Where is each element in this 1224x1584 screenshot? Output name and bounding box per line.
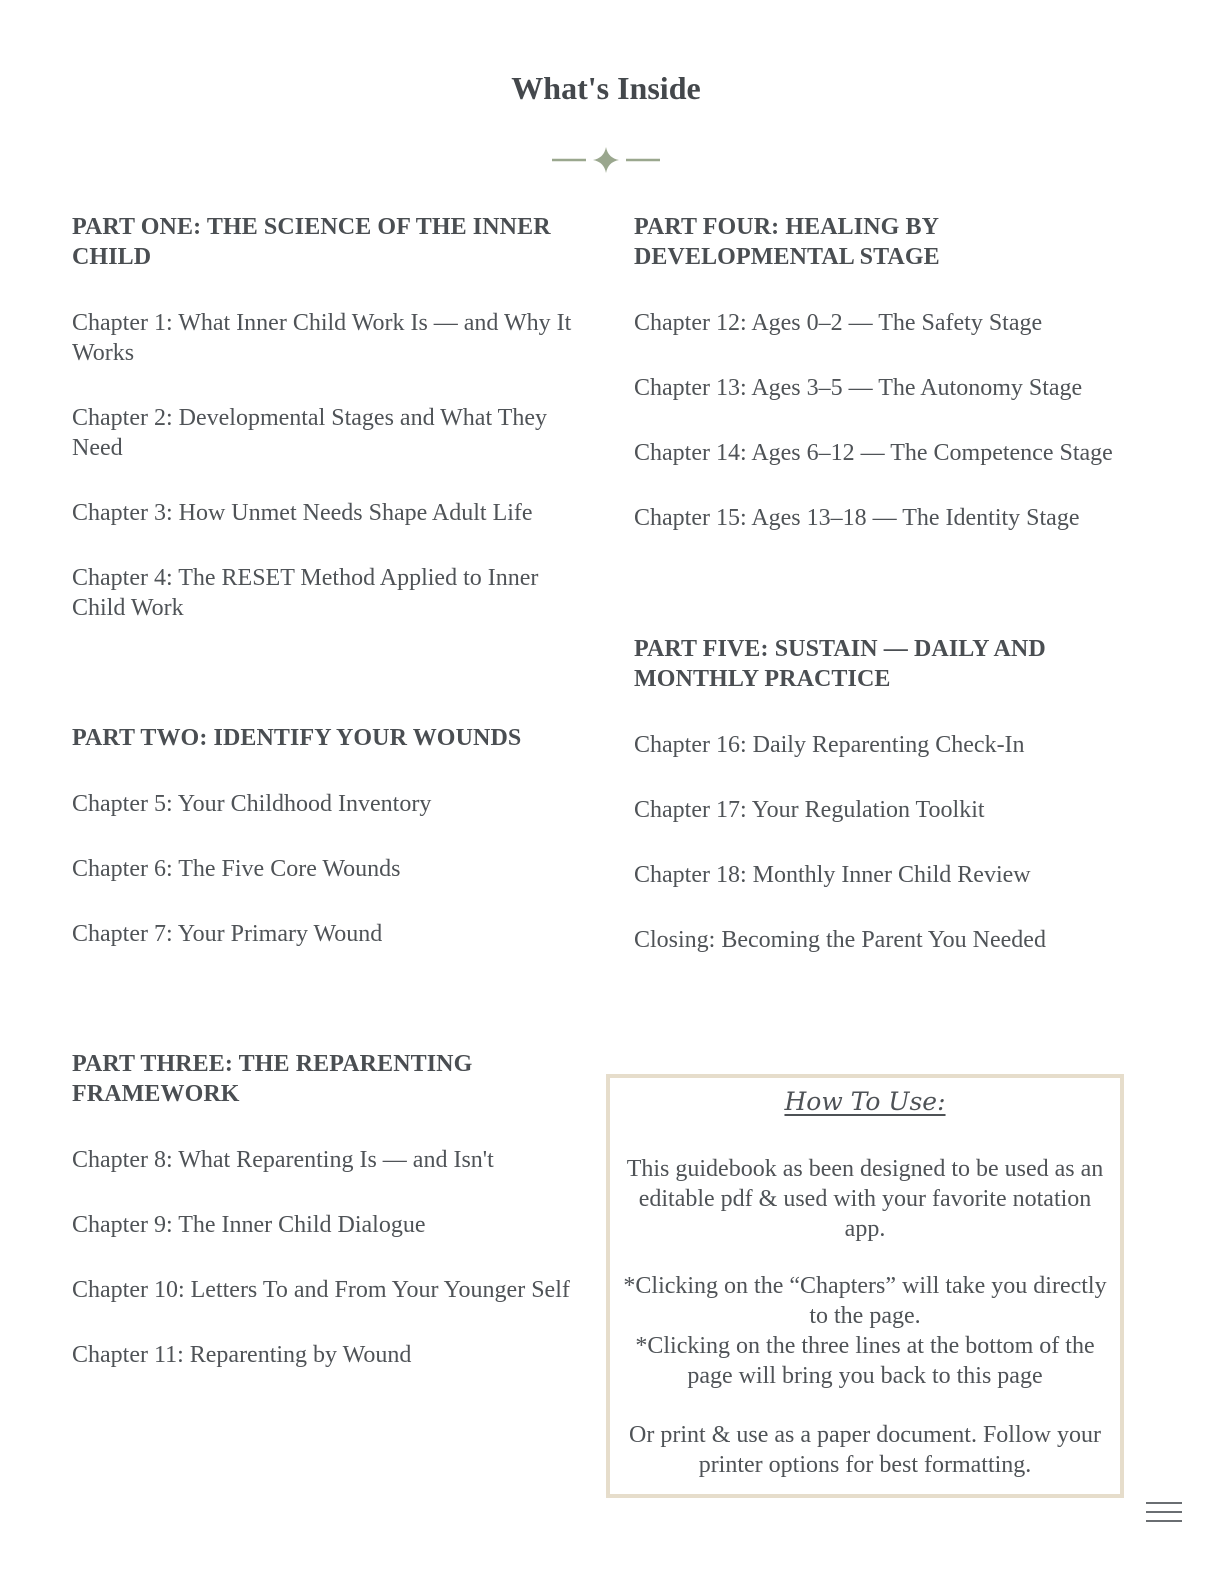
how-to-use-title: How To Use: — [784, 1087, 946, 1116]
part-three — [72, 1049, 592, 1370]
chapter-link[interactable]: Chapter 3: How Unmet Needs Shape Adult Life — [72, 500, 533, 526]
how-to-use-text: Or print & use as a paper document. Follow your printer options for best formatting. — [629, 1422, 1101, 1478]
page-title: What's Inside — [511, 70, 701, 106]
chapter-link[interactable]: Chapter 14: Ages 6–12 — The Competence Stage — [634, 440, 1113, 466]
chapter-link[interactable]: Chapter 4: The RESET Method Applied to Inner Child Work — [72, 565, 539, 621]
chapter-link[interactable]: Chapter 17: Your Regulation Toolkit — [634, 797, 985, 823]
chapter-link[interactable]: Chapter 7: Your Primary Wound — [72, 921, 383, 947]
how-to-use-text: *Clicking on the three lines at the bottom of the page will bring you back to this page — [635, 1333, 1095, 1389]
part-five — [634, 634, 1154, 955]
how-to-use-box — [606, 1074, 1124, 1498]
hamburger-menu-icon[interactable] — [1146, 1502, 1182, 1526]
chapter-link[interactable]: Chapter 5: Your Childhood Inventory — [72, 791, 432, 817]
part-heading: PART THREE: THE REPARENTING FRAMEWORK — [72, 1051, 473, 1107]
part-heading: PART TWO: IDENTIFY YOUR WOUNDS — [72, 725, 522, 751]
chapter-link[interactable]: Chapter 8: What Reparenting Is — and Isn't — [72, 1147, 494, 1173]
chapter-link[interactable]: Chapter 18: Monthly Inner Child Review — [634, 862, 1031, 888]
part-two — [72, 723, 592, 949]
closing-link[interactable]: Closing: Becoming the Parent You Needed — [634, 927, 1046, 953]
chapter-link[interactable]: Chapter 6: The Five Core Wounds — [72, 856, 401, 882]
sparkle-divider-icon — [552, 146, 660, 174]
chapter-link[interactable]: Chapter 12: Ages 0–2 — The Safety Stage — [634, 310, 1043, 336]
chapter-link[interactable]: Chapter 1: What Inner Child Work Is — and Why It Works — [72, 310, 572, 366]
part-one — [72, 212, 592, 623]
chapter-link[interactable]: Chapter 15: Ages 13–18 — The Identity Stage — [634, 505, 1080, 531]
chapter-link[interactable]: Chapter 11: Reparenting by Wound — [72, 1342, 412, 1368]
part-four — [634, 212, 1154, 533]
part-heading: PART FOUR: HEALING BY DEVELOPMENTAL STAGE — [634, 214, 940, 270]
chapter-link[interactable]: Chapter 10: Letters To and From Your Younger Self — [72, 1277, 570, 1303]
chapter-link[interactable]: Chapter 2: Developmental Stages and What They Need — [72, 405, 547, 461]
chapter-link[interactable]: Chapter 9: The Inner Child Dialogue — [72, 1212, 426, 1238]
part-heading: PART ONE: THE SCIENCE OF THE INNER CHILD — [72, 214, 551, 270]
how-to-use-text: *Clicking on the “Chapters” will take you directly to the page. — [623, 1273, 1107, 1329]
how-to-use-text: This guidebook as been designed to be used as an editable pdf & used with your favorite notation app. — [626, 1156, 1104, 1242]
part-heading: PART FIVE: SUSTAIN — DAILY AND MONTHLY PRACTICE — [634, 636, 1046, 692]
chapter-link[interactable]: Chapter 13: Ages 3–5 — The Autonomy Stage — [634, 375, 1083, 401]
chapter-link[interactable]: Chapter 16: Daily Reparenting Check-In — [634, 732, 1025, 758]
